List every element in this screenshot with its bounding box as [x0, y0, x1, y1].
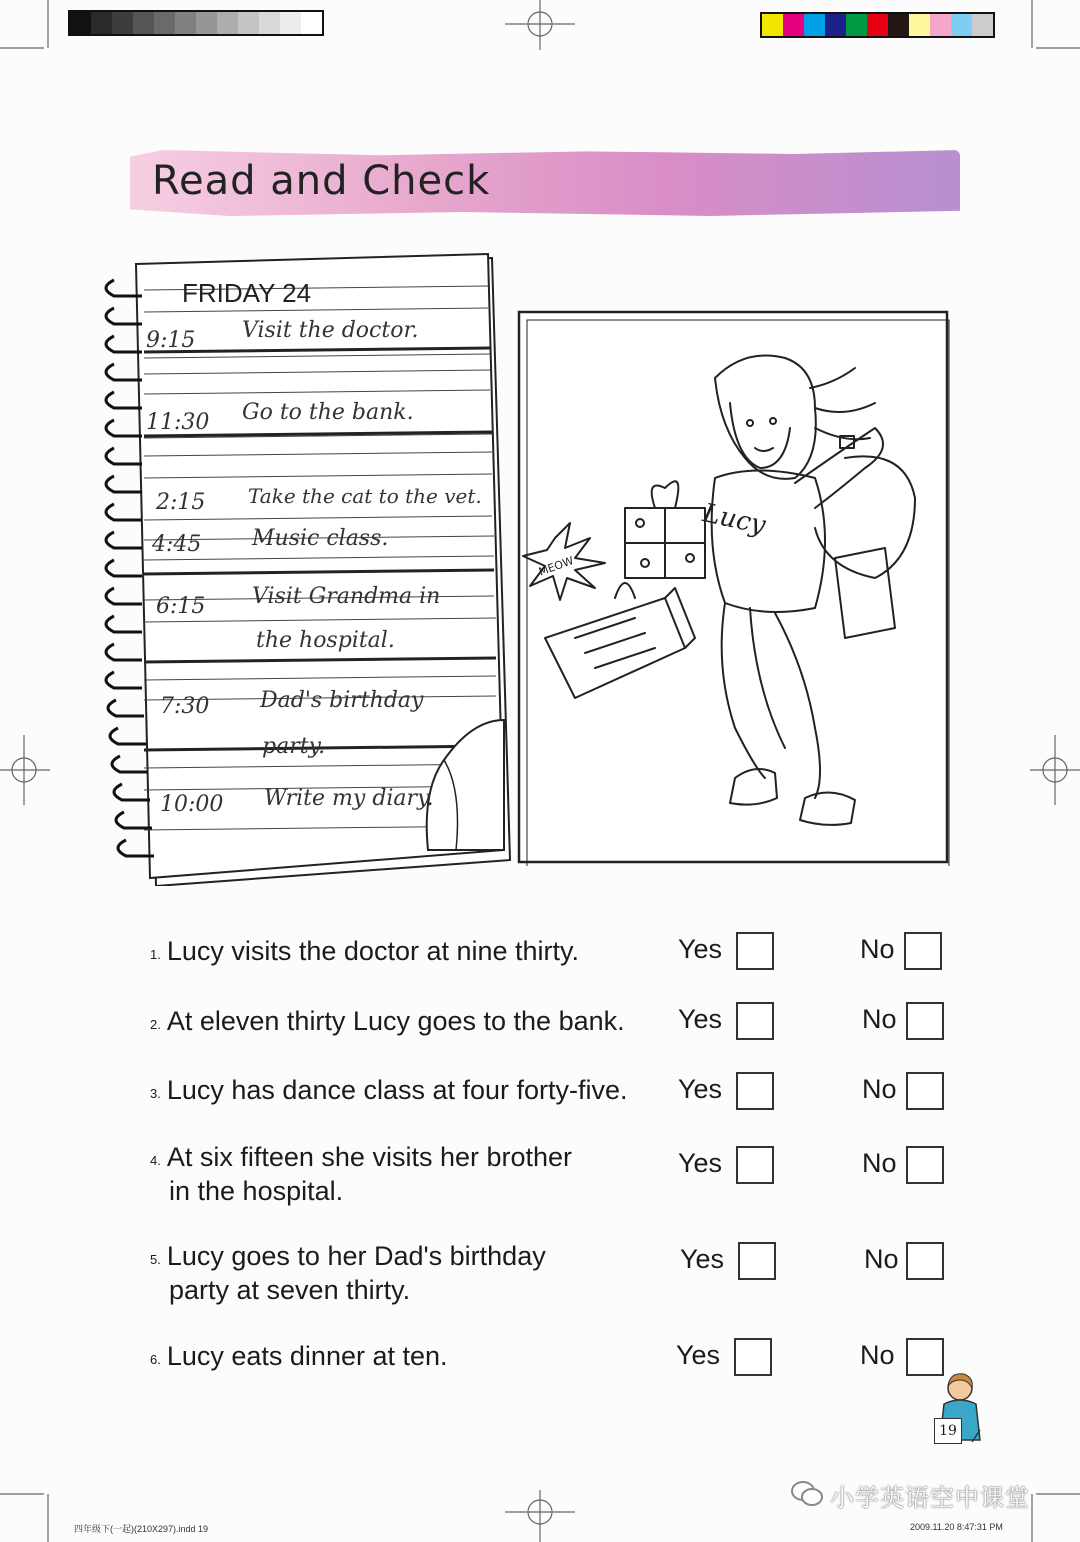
- yes-label: Yes: [678, 1004, 723, 1034]
- question-number: 6.: [150, 1352, 161, 1367]
- yes-label: Yes: [676, 1340, 721, 1370]
- entry-text: Dad's birthday: [260, 688, 424, 713]
- question-text: Lucy goes to her Dad's birthday: [166, 1241, 546, 1271]
- question-1: [150, 936, 579, 970]
- question-number: 3.: [150, 1086, 161, 1101]
- entry-time: 10:00: [160, 792, 224, 817]
- yes-checkbox-4[interactable]: [736, 1146, 774, 1184]
- question-number: 1.: [150, 947, 161, 962]
- page-number: 19: [934, 1418, 962, 1444]
- wechat-icon: [790, 1480, 824, 1508]
- no-checkbox-4[interactable]: [906, 1146, 944, 1184]
- entry-time: 6:15: [156, 594, 206, 619]
- footer-timestamp: 2009.11.20 8:47:31 PM: [910, 1522, 1003, 1532]
- question-number: 4.: [150, 1153, 161, 1168]
- question-text: At six fifteen she visits her brother: [166, 1142, 573, 1172]
- no-label: No: [864, 1244, 899, 1274]
- no-label: No: [862, 1074, 897, 1104]
- question-6: [150, 1341, 448, 1375]
- yes-checkbox-2[interactable]: [736, 1002, 774, 1040]
- entry-text-continued: the hospital.: [256, 628, 395, 653]
- yes-checkbox-5[interactable]: [738, 1242, 776, 1280]
- entry-time: 9:15: [146, 328, 196, 353]
- question-3: [150, 1075, 628, 1109]
- no-checkbox-1[interactable]: [904, 932, 942, 970]
- question-5: [150, 1241, 546, 1306]
- question-text-continued: party at seven thirty.: [169, 1275, 411, 1305]
- yes-label: Yes: [678, 934, 723, 964]
- question-number: 2.: [150, 1017, 161, 1032]
- yes-checkbox-1[interactable]: [736, 932, 774, 970]
- entry-time: 2:15: [156, 490, 206, 515]
- question-4: [150, 1142, 572, 1207]
- entry-text: Write my diary.: [264, 786, 434, 811]
- question-2: [150, 1006, 625, 1040]
- no-label: No: [862, 1148, 897, 1178]
- entry-text: Visit Grandma in: [252, 584, 441, 609]
- shirt-text: Lucy: [700, 498, 769, 541]
- question-text: Lucy has dance class at four forty-five.: [166, 1075, 628, 1105]
- entry-time: 11:30: [146, 410, 210, 435]
- footer-file-info: 四年级下(一起)(210X297).indd 19: [74, 1524, 209, 1534]
- entry-text: Take the cat to the vet.: [248, 484, 482, 508]
- girl-illustration: [515, 308, 951, 866]
- question-text: Lucy visits the doctor at nine thirty.: [166, 936, 580, 966]
- yes-checkbox-3[interactable]: [736, 1072, 774, 1110]
- page-title: Read and Check: [152, 158, 491, 204]
- no-label: No: [860, 934, 895, 964]
- watermark-text: 小学英语空中课堂: [830, 1485, 1030, 1512]
- no-label: No: [862, 1004, 897, 1034]
- entry-time: 7:30: [160, 694, 210, 719]
- question-text: Lucy eats dinner at ten.: [166, 1341, 448, 1371]
- no-label: No: [860, 1340, 895, 1370]
- entry-time: 4:45: [152, 532, 202, 557]
- question-text-continued: in the hospital.: [169, 1176, 344, 1206]
- yes-label: Yes: [678, 1148, 723, 1178]
- diary-day: FRIDAY 24: [182, 278, 312, 308]
- no-checkbox-3[interactable]: [906, 1072, 944, 1110]
- no-checkbox-2[interactable]: [906, 1002, 944, 1040]
- entry-text: Visit the doctor.: [242, 318, 419, 343]
- entry-text: Music class.: [252, 526, 389, 551]
- entry-text: Go to the bank.: [242, 400, 414, 425]
- entry-text-continued: party.: [262, 734, 326, 759]
- yes-label: Yes: [678, 1074, 723, 1104]
- yes-checkbox-6[interactable]: [734, 1338, 772, 1376]
- question-number: 5.: [150, 1252, 161, 1267]
- no-checkbox-5[interactable]: [906, 1242, 944, 1280]
- yes-label: Yes: [680, 1244, 725, 1274]
- cat-sound-text: MEOW: [537, 554, 576, 579]
- question-text: At eleven thirty Lucy goes to the bank.: [166, 1006, 625, 1036]
